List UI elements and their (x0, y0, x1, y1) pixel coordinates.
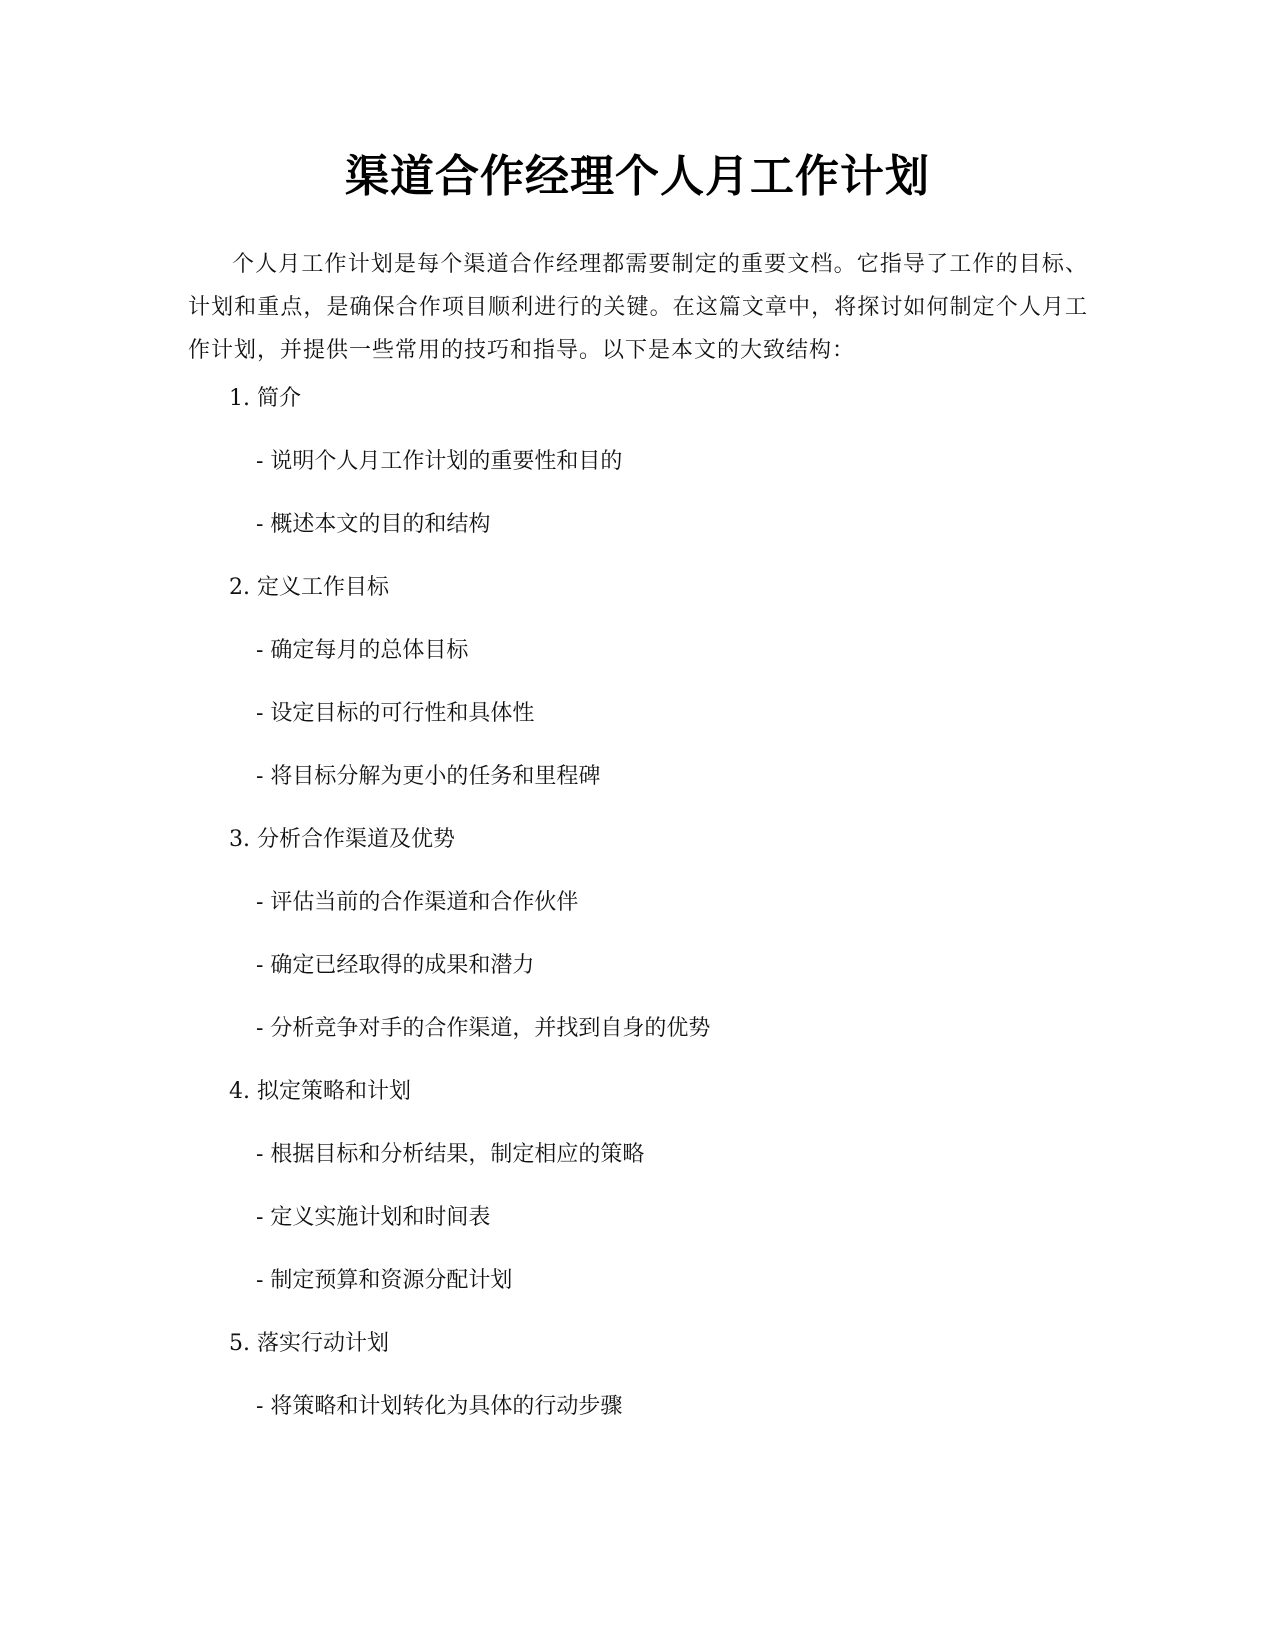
outline-section-2: 2. 定义工作目标 (229, 575, 389, 600)
outline-item: - 根据目标和分析结果，制定相应的策略 (256, 1142, 645, 1167)
outline-section-4: 4. 拟定策略和计划 (229, 1079, 411, 1104)
outline-section-1: 1. 简介 (229, 386, 301, 411)
outline-item: - 将策略和计划转化为具体的行动步骤 (256, 1394, 623, 1419)
outline-item: - 确定每月的总体目标 (256, 638, 469, 663)
intro-paragraph: 个人月工作计划是每个渠道合作经理都需要制定的重要文档。它指导了工作的目标、计划和重点，是确保合作项目顺利进行的关键。在这篇文章中，将探讨如何制定个人月工作计划，并提供一些常用的技巧和指导。以下是本文的大致结构： (188, 252, 1088, 363)
outline-section-3: 3. 分析合作渠道及优势 (229, 827, 455, 852)
outline-item: - 分析竞争对手的合作渠道，并找到自身的优势 (256, 1016, 711, 1041)
outline-item: - 说明个人月工作计划的重要性和目的 (256, 449, 623, 474)
outline-item: - 概述本文的目的和结构 (256, 512, 491, 537)
outline-item: - 将目标分解为更小的任务和里程碑 (256, 764, 601, 789)
document-title: 渠道合作经理个人月工作计划 (345, 151, 930, 202)
outline-item: - 确定已经取得的成果和潜力 (256, 953, 535, 978)
outline-item: - 定义实施计划和时间表 (256, 1205, 491, 1230)
outline-section-5: 5. 落实行动计划 (229, 1331, 389, 1356)
outline-item: - 制定预算和资源分配计划 (256, 1268, 513, 1293)
outline-item: - 设定目标的可行性和具体性 (256, 701, 535, 726)
outline-item: - 评估当前的合作渠道和合作伙伴 (256, 890, 579, 915)
